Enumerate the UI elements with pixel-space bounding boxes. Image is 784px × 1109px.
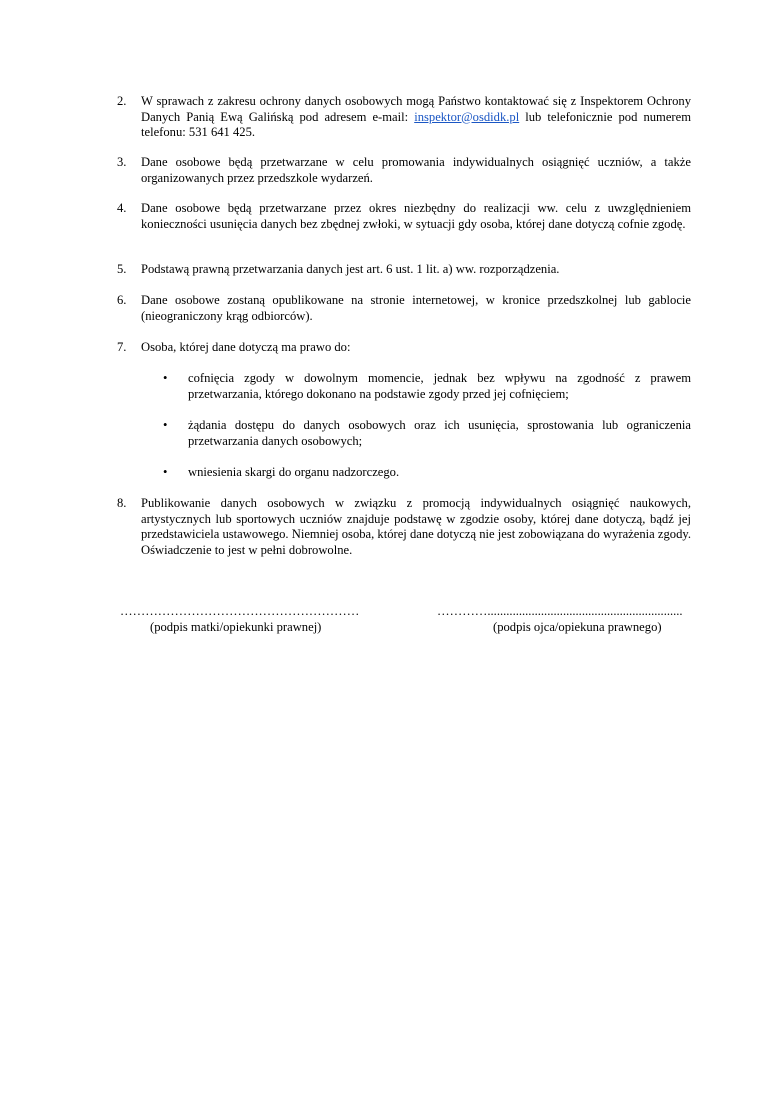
clause-number: 6.	[117, 293, 127, 307]
rights-list-item	[163, 465, 691, 481]
email-link[interactable]: inspektor@osdidk.pl	[414, 109, 520, 124]
clause-text-part: W sprawach z zakresu ochrony danych osobowych mogą Państwo kontaktować się z Inspektorem Ochrony Danych Panią Ewą Galińską pod adresem e-mail:	[141, 94, 691, 124]
rights-list-item	[163, 418, 691, 449]
clause-number: 3.	[117, 155, 127, 169]
clause-text: Dane osobowe będą przetwarzane w celu promowania indywidualnych osiągnięć uczniów, a także organizowanych przez przedszkole wydarzeń.	[141, 155, 691, 185]
rights-list-item	[163, 371, 691, 402]
father-signature-label: (podpis ojca/opiekuna prawnego)	[493, 620, 662, 634]
clause-number: 4.	[117, 201, 127, 215]
clause-number: 8.	[117, 496, 127, 510]
bullet-icon: •	[163, 371, 168, 385]
clause-3	[117, 155, 691, 186]
clause-text: Dane osobowe zostaną opublikowane na stronie internetowej, w kronice przedszkolnej lub gablocie (nieograniczony krąg odbiorców).	[141, 293, 691, 323]
clause-2	[117, 94, 691, 141]
mother-signature-label: (podpis matki/opiekunki prawnej)	[150, 620, 322, 634]
mother-signature-line: …………………………………………………	[120, 604, 360, 618]
bullet-icon: •	[163, 465, 168, 479]
clause-text: Osoba, której dane dotyczą ma prawo do:	[141, 340, 351, 354]
bullet-text: żądania dostępu do danych osobowych oraz ich usunięcia, sprostowania lub ograniczenia przetwarzania danych osobowych;	[188, 418, 691, 448]
clause-text: Dane osobowe będą przetwarzane przez okres niezbędny do realizacji ww. celu z uwzględnieniem konieczności usunięcia danych bez zbędnej zwłoki, w sytuacji gdy osoba, której dane dotyczą cofnie zgodę.	[141, 201, 691, 231]
clause-number: 2.	[117, 94, 127, 108]
clause-text-part: lub telefonicznie pod numerem telefonu: 531 641 425.	[141, 109, 691, 140]
clause-8	[117, 496, 691, 558]
clause-6	[117, 293, 691, 324]
clause-number: 7.	[117, 340, 127, 354]
clause-5	[117, 262, 691, 278]
bullet-text: wniesienia skargi do organu nadzorczego.	[188, 465, 400, 479]
clause-number: 5.	[117, 262, 127, 276]
clause-text: Publikowanie danych osobowych w związku z promocją indywidualnych osiągnięć naukowych, artystycznych lub sportowych uczniów znajduje podstawę w zgodzie osoby, której dane dotyczą, bądź jej przedstawiciela ustawowego. Niemniej osoba, której dane dotyczą nie jest zobowiązana do wyrażenia zgody. Oświadczenie to jest w pełni dobrowolne.	[141, 496, 691, 557]
bullet-icon: •	[163, 418, 168, 432]
clause-7	[117, 340, 691, 356]
clause-text: Podstawą prawną przetwarzania danych jest art. 6 ust. 1 lit. a) ww. rozporządzenia.	[141, 262, 560, 276]
bullet-text: cofnięcia zgody w dowolnym momencie, jednak bez wpływu na zgodność z prawem przetwarzania, którego dokonano na podstawie zgody przed jej cofnięciem;	[188, 371, 691, 401]
clause-text	[141, 94, 691, 141]
clause-4	[117, 201, 691, 232]
father-signature-line: …………..............................................................	[437, 604, 683, 618]
